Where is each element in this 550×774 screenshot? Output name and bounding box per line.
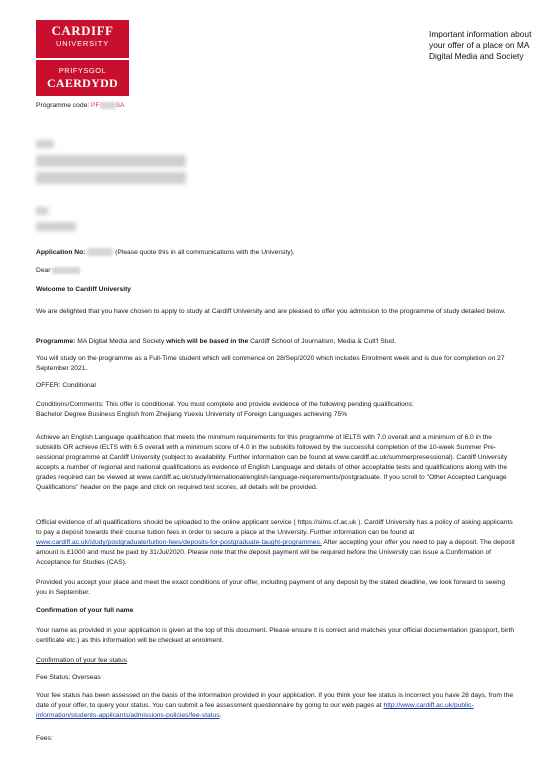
programme-code-label: Programme code:: [36, 102, 90, 109]
qualification-line: Bachelor Degree Business English from Zhejiang Yuexiu University of Foreign Languages achieving 75%: [36, 411, 348, 418]
programme-code-line: [36, 101, 516, 111]
dear-text: Dear: [36, 267, 51, 274]
redacted-address-line: [36, 172, 186, 184]
evidence-text-a: Official evidence of all qualifications should be uploaded to the online applicant service ( https://sims.cf.ac.uk ). Cardiff University has a policy of asking applicants to pay a deposit towards their course tuition fees in order to secure a place at the University. Further information can be found at: [36, 519, 513, 536]
welcome-heading: Welcome to Cardiff University: [36, 286, 132, 293]
confirm-name-paragraph: Your name as provided in your application is given at the top of this document. Please ensure it is correct and matches your official documentation (passport, birth certificate etc.) as this information will be checked at enrolment.: [36, 627, 515, 644]
redacted-date: [36, 207, 48, 215]
redacted-application-number: [87, 248, 113, 256]
evidence-paragraph: [36, 518, 516, 568]
offer-status: OFFER: Conditional: [36, 382, 96, 389]
fee-status-value: Fee Status: Overseas: [36, 674, 101, 681]
logo-line-university: UNIVERSITY: [55, 39, 109, 48]
confirm-name-heading: Confirmation of your full name: [36, 607, 134, 614]
fee-text-a: Your fee status has been assessed on the basis of the information provided in your application. If you think your fee status is incorrect you have 28 days, from the date of your offer, to query your status. You can submit a fee assessment questionnaire by going to our web pages at: [36, 692, 514, 709]
programme-school: Cardiff School of Journalism, Media & Cult'l Stud.: [250, 338, 396, 345]
redacted-address-line: [36, 140, 54, 148]
redacted-code: [100, 102, 116, 109]
logo-line-prifysgol: PRIFYSGOL: [58, 66, 107, 75]
logo-line-cardiff: CARDIFF: [51, 23, 114, 38]
accept-paragraph: Provided you accept your place and meet the exact conditions of your offer, including payment of any deposit by the stated deadline, we look forward to seeing you in September.: [36, 579, 506, 596]
evidence-text-b: After accepting your offer you need to pay a deposit. The deposit amount is £1000 and must be paid by 31/Jul/2020. Please note that the deposit payment will be required before the University can issue a Confirmation of Acceptance for Studies (CAS).: [36, 539, 515, 566]
redacted-name: [52, 267, 80, 274]
redacted-address-line: [36, 155, 186, 167]
intro-paragraph: We are delighted that you have chosen to apply to study at Cardiff University and are pleased to offer you admission to the programme of study detailed below.: [36, 308, 506, 315]
deposits-link[interactable]: www.cardiff.ac.uk/study/postgraduate/tuition-fees/deposits-for-postgraduate-taught-programmes.: [36, 539, 322, 546]
programme-name: MA Digital Media and Society: [77, 338, 165, 345]
fee-status-link[interactable]: http://www.cardiff.ac.uk/public-information/students-applicants/admissions-policies/fee-status: [36, 702, 474, 719]
programme-mid: which will be based in the: [166, 338, 249, 345]
logo-welsh-block: [36, 60, 129, 96]
salutation: [36, 266, 516, 276]
logo-english-block: [36, 20, 129, 58]
programme-line: [36, 337, 516, 347]
english-requirements-paragraph: Achieve an English Language qualification that meets the minimum requirements for this programme of IELTS with 7.0 overall and a minimum of 6.0 in the subskills OR achieve IELTS with 6.5 overall with a minimum score of 4.0 in the subskills followed by the successful completion of the 10-week Summer Pre-sessional programme at Cardiff University (subject to availability. Further information can be found at www.cardiff.ac.uk/summerpresessional). Cardiff University accepts a number of regional and national qualifications as evidence of English Language and details of other acceptable tests and qualifications along with the grades required can be viewed at www.cardiff.ac.uk/study/international/english-language-requirements/postgraduate. If you scroll to "Other Accepted Language Qualifications" header on the page and click on required test scores, all details will be provided.: [36, 434, 508, 491]
application-line: [36, 248, 516, 258]
application-label: Application No:: [36, 249, 86, 256]
study-paragraph: You will study on the programme as a Full-Time student which will commence on 28/Sep/2020 which includes Enrolment week and is due for completion on 27 September 2021.: [36, 355, 505, 372]
application-note: (Please quote this in all communications with the University).: [115, 249, 295, 256]
fee-status-paragraph: [36, 691, 516, 721]
redacted-date: [36, 222, 76, 231]
programme-code-value: PF: [91, 102, 100, 109]
fee-status-heading: Confirmation of your fee status: [36, 657, 128, 664]
offer-sidenote: Important information about your offer of a place on MA Digital Media and Society: [429, 29, 532, 61]
fees-label: Fees:: [36, 735, 53, 742]
programme-label: Programme:: [36, 338, 76, 345]
conditions-line: Conditions/Comments: This offer is conditional. You must complete and provide evidence of the following pending qualifications:: [36, 401, 414, 408]
programme-code-tail: SA: [115, 102, 125, 109]
cardiff-university-logo: [36, 20, 129, 96]
fee-text-b: .: [219, 712, 222, 719]
logo-line-caerdydd: CAERDYDD: [46, 76, 119, 90]
